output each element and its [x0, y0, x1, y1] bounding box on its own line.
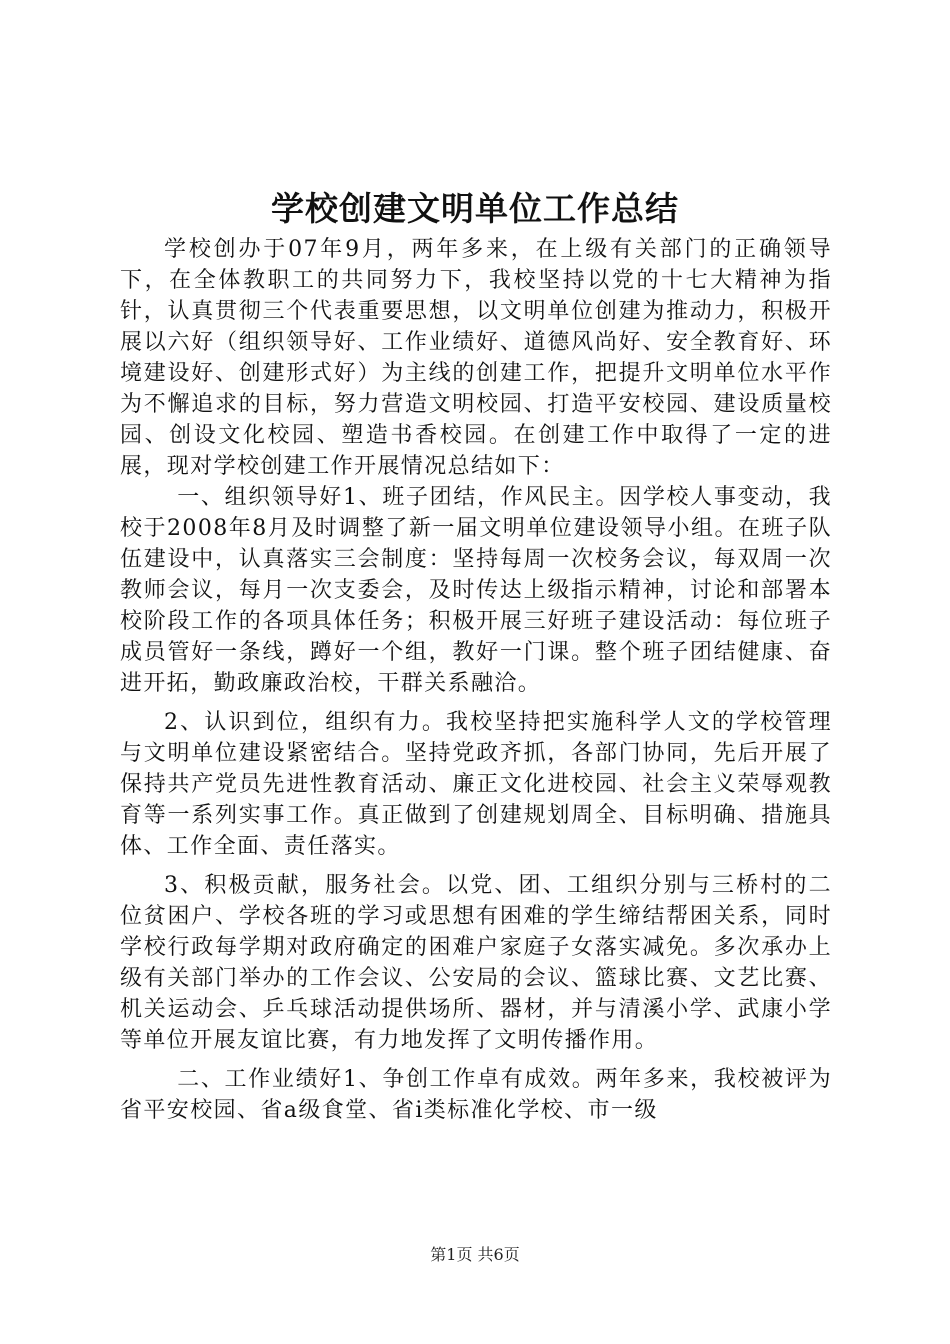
document-title: 学校创建文明单位工作总结	[271, 189, 679, 228]
paragraph-work-achievements: 二、工作业绩好1、争创工作卓有成效。两年多来，我校被评为省平安校园、省a级食堂、省i类标准化学校、市一级	[120, 1067, 832, 1123]
document-body	[120, 234, 832, 1126]
page-number-footer: 第1页 共6页	[430, 1245, 520, 1264]
paragraph-intro: 学校创办于07年9月，两年多来，在上级有关部门的正确领导下，在全体教职工的共同努力下，我校坚持以党的十七大精神为指针，认真贯彻三个代表重要思想，以文明单位创建为推动力，积极开展以六好（组织领导好、工作业绩好、道德风尚好、安全教育好、环境建设好、创建形式好）为主线的创建工作，把提升文明单位水平作为不懈追求的目标，努力营造文明校园、打造平安校园、建设质量校园、创设文化校园、塑造书香校园。在创建工作中取得了一定的进展，现对学校创建工作开展情况总结如下：	[120, 237, 832, 479]
paragraph-organization-leadership: 一、组织领导好1、班子团结，作风民主。因学校人事变动，我校于2008年8月及时调整了新一届文明单位建设领导小组。在班子队伍建设中，认真落实三会制度：坚持每周一次校务会议，每双周一次教师会议，每月一次支委会，及时传达上级指示精神，讨论和部署本校阶段工作的各项具体任务；积极开展三好班子建设活动：每位班子成员管好一条线，蹲好一个组，教好一门课。整个班子团结健康、奋进开拓，勤政廉政治校，干群关系融洽。	[120, 485, 832, 696]
paragraph-social-service: 3、积极贡献，服务社会。以党、团、工组织分别与三桥村的二位贫困户、学校各班的学习或思想有困难的学生缔结帮困关系，同时学校行政每学期对政府确定的困难户家庭子女落实减免。多次承办上级有关部门举办的工作会议、公安局的会议、篮球比赛、文艺比赛、机关运动会、乒乓球活动提供场所、器材，并与清溪小学、武康小学等单位开展友谊比赛，有力地发挥了文明传播作用。	[120, 873, 832, 1053]
paragraph-awareness: 2、认识到位，组织有力。我校坚持把实施科学人文的学校管理与文明单位建设紧密结合。坚持党政齐抓，各部门协同，先后开展了保持共产党员先进性教育活动、廉正文化进校园、社会主义荣辱观教育等一系列实事工作。真正做到了创建规划周全、目标明确、措施具体、工作全面、责任落实。	[120, 710, 832, 859]
